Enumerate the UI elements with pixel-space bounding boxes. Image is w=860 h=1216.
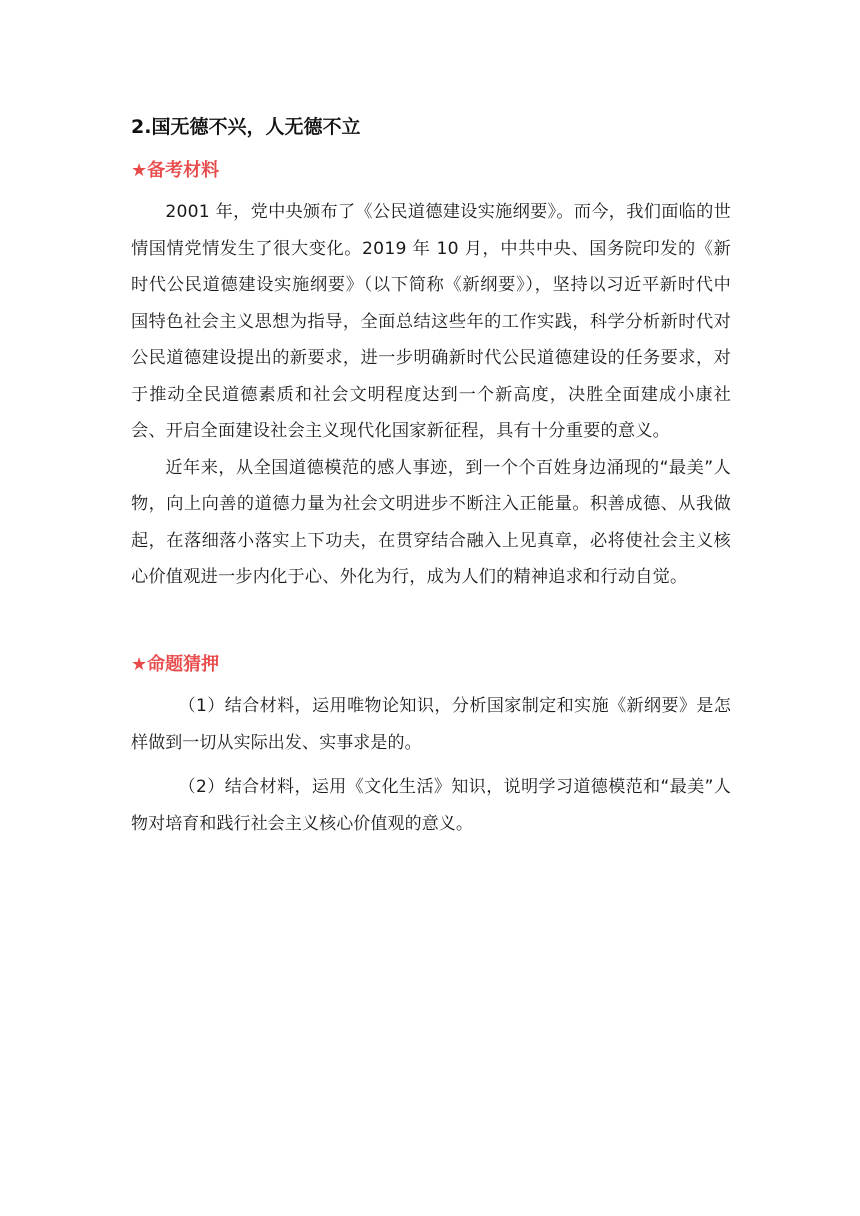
section-spacer (131, 596, 731, 650)
section-heading-prediction (131, 650, 731, 680)
star-icon: ★ (131, 160, 148, 181)
section-heading-material (131, 156, 731, 186)
star-icon: ★ (131, 653, 148, 675)
material-paragraph-2: 近年来，从全国道德模范的感人事迹，到一个个百姓身边涌现的“最美”人物，向上向善的道德力量为社会文明进步不断注入正能量。积善成德、从我做起，在落细落小落实上下功夫，在贯穿结合融入上见真章，必将使社会主义核心价值观进一步内化于心、外化为行，成为人们的精神追求和行动自觉。 (131, 457, 731, 587)
document-title: 2.国无德不兴，人无德不立 (131, 116, 361, 138)
document-content (131, 112, 731, 850)
section-heading-prediction-label: 命题猜押 (147, 653, 220, 675)
material-paragraph-1: 2001 年，党中央颁布了《公民道德建设实施纲要》。而今，我们面临的世情国情党情发生了很大变化。2019 年 10 月，中共中央、国务院印发的《新时代公民道德建设实施纲要》（以下简称《新纲要》），坚持以习近平新时代中国特色社会主义思想为指导，全面总结这些年的工作实践，科学分析新时代对公民道德建设提出的新要求，进一步明确新时代公民道德建设的任务要求，对于推动全民道德素质和社会文明程度达到一个新高度，决胜全面建成小康社会、开启全面建设社会主义现代化国家新征程，具有十分重要的意义。 (131, 202, 731, 441)
section-heading-material-label: 备考材料 (147, 160, 220, 181)
question-1: （1）结合材料，运用唯物论知识，分析国家制定和实施《新纲要》是怎样做到一切从实际出发、实事求是的。 (131, 695, 731, 753)
question-2: （2）结合材料，运用《文化生活》知识，说明学习道德模范和“最美”人物对培育和践行社会主义核心价值观的意义。 (131, 776, 731, 834)
